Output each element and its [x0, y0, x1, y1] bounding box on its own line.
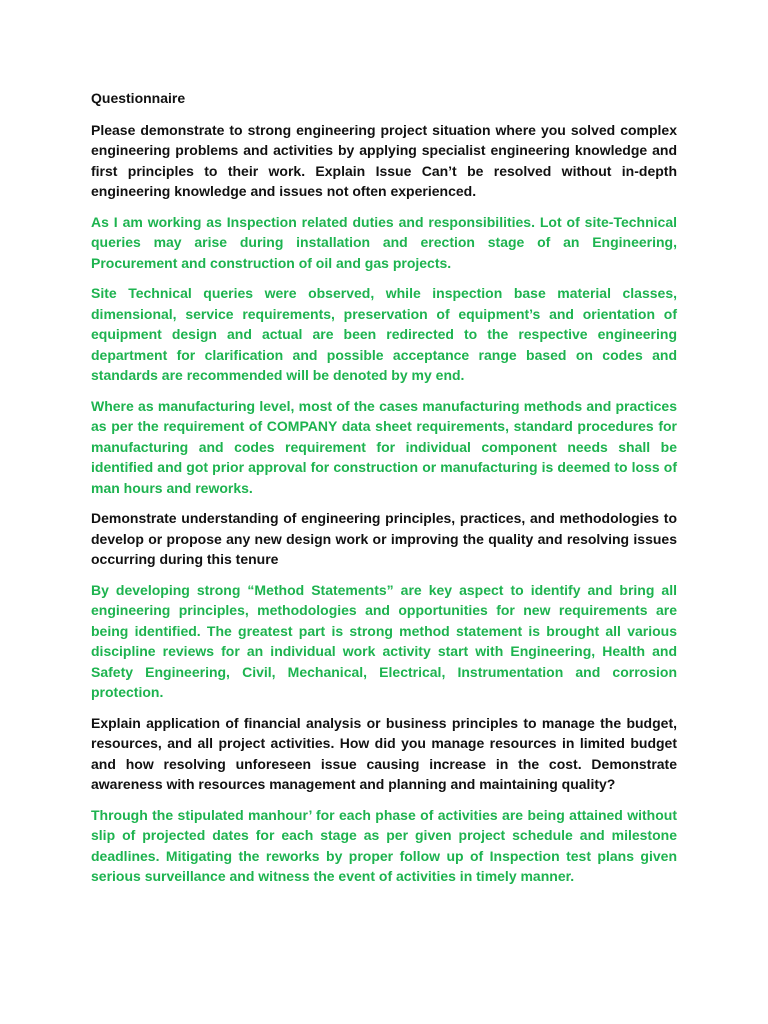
document-title: Questionnaire	[91, 90, 186, 106]
answer-paragraph-4: By developing strong “Method Statements” are key aspect to identify and bring all engineering principles, methodologies and opportunities for new requirements are being identified. The greatest part is strong method statement is brought all various discipline reviews for an individual work activity start with Engineering, Health and Safety Engineering, Civil, Mechanical, Electrical, Instrumentation and corrosion protection.	[91, 581, 677, 700]
document-page	[91, 88, 677, 897]
question-paragraph-2: Demonstrate understanding of engineering principles, practices, and methodologies to develop or propose any new design work or improving the quality and resolving issues occurring during this tenure	[91, 510, 677, 567]
question-paragraph-3: Explain application of financial analysis or business principles to manage the budget, resources, and all project activities. How did you manage resources in limited budget and how resolving unforeseen issue causing increase in the cost. Demonstrate awareness with resources management and planning and maintaining quality?	[91, 714, 677, 792]
question-paragraph-1: Please demonstrate to strong engineering project situation where you solved complex engineering problems and activities by applying specialist engineering knowledge and first principles to their work. Explain Issue Can’t be resolved without in-depth engineering knowledge and issues not often experienced.	[91, 121, 677, 199]
answer-paragraph-1: As I am working as Inspection related duties and responsibilities. Lot of site-Technical queries may arise during installation and erection stage of an Engineering, Procurement and construction of oil and gas projects.	[91, 213, 677, 271]
answer-paragraph-2: Site Technical queries were observed, while inspection base material classes, dimensional, service requirements, preservation of equipment’s and orientation of equipment design and actual are been redirected to the respective engineering department for clarification and possible acceptance range based on codes and standards are recommended will be denoted by my end.	[91, 285, 677, 383]
answer-paragraph-5: Through the stipulated manhour’ for each phase of activities are being attained without slip of projected dates for each stage as per given project schedule and milestone deadlines. Mitigating the reworks by proper follow up of Inspection test plans given serious surveillance and witness the event of activities in timely manner.	[91, 806, 677, 884]
answer-paragraph-3: Where as manufacturing level, most of the cases manufacturing methods and practices as per the requirement of COMPANY data sheet requirements, standard procedures for manufacturing and codes requirement for individual component needs shall be identified and got prior approval for construction or manufacturing is deemed to loss of man hours and reworks.	[91, 397, 677, 496]
